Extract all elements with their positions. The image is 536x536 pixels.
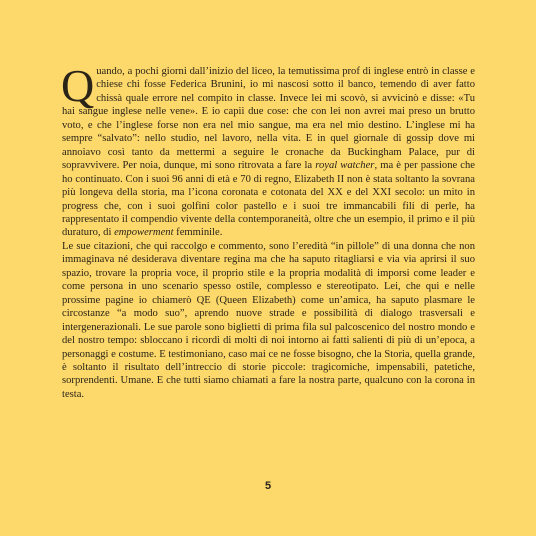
paragraph-1-italic-2: empowerment — [114, 227, 174, 239]
paragraph-2: Le sue citazioni, che qui raccolgo e commento, sono l’eredità “in pillole” di una donna che non immaginava né desiderava diventare regina ma che ha saputo ritagliarsi e via via aprirsi il suo spazio, trovare la propria voce, il proprio stile e la propria modalità di imporsi come leader e come persona in uno scenario spesso ostile, complesso e stereotipato. Lei, che qui e nelle prossime pagine io chiamerò QE (Queen Elizabeth) come un’amica, ha saputo plasmare le circostanze “a modo suo”, aprendo nuove strade e possibilità di dialogo trasversali e intergenerazionali. Le sue parole sono biglietti di prima fila sul palcoscenico del nostro mondo e del nostro tempo: sbloccano i ricordi di molti di noi intorno ai fatti salienti di più di un’epoca, a personaggi e costume. E testimoniano, caso mai ce ne fosse bisogno, che la Storia, quella grande, è soltanto il risultato dell’intreccio di storie piccole: tragicomiche, impensabili, patetiche, sorprendenti. Umane. E che tutti siamo chiamati a fare la nostra parte, qualcuno con la corona in testa. — [62, 240, 475, 400]
paragraph-1-text-c: femminile. — [173, 227, 223, 239]
paragraph-1-text-a: uando, a pochi giorni dall’inizio del liceo, la temutissima prof di inglese entrò in classe e chiese chi fosse Federica Brunini, io mi nascosi sotto il banco, temendo di aver fatto chissà quale errore nel compito in classe. Invece lei mi scovò, si avvicinò e disse: «Tu hai sangue inglese nelle vene». E io capii due cose: che con lei non avrei mai preso un brutto voto, e che l’inglese forse non era nel mio sangue, ma era nel mio destino. L’inglese mi ha sempre “salvato”: nello studio, nel lavoro, nella vita. E in quel giornale di gossip dove mi annoiavo così tanto da mettermi a seguire le cronache da Buckingham Palace, pur di sopravvivere. Per noia, dunque, mi sono ritrovata a fare la — [62, 66, 475, 172]
paragraph-1 — [61, 60, 476, 240]
paragraph-1-text-b: , ma è per passione che ho continuato. Con i suoi 96 anni di età e 70 di regno, Elizabeth II non è stata soltanto la sovrana più longeva della storia, ma l’icona coronata e cotonata del XX e del XXI secolo: un mito in progress che, con i suoi golfini color pastello e i suoi tre immancabili fili di perle, ha rappresentato il compendio vivente della contemporaneità, oltre che un esempio, il primo e il più duraturo, di — [62, 160, 476, 239]
paragraph-1-italic-1: royal watcher — [315, 160, 375, 172]
body-text — [61, 60, 476, 401]
dropcap-letter: Q — [61, 60, 95, 111]
page-number: 5 — [264, 480, 272, 492]
